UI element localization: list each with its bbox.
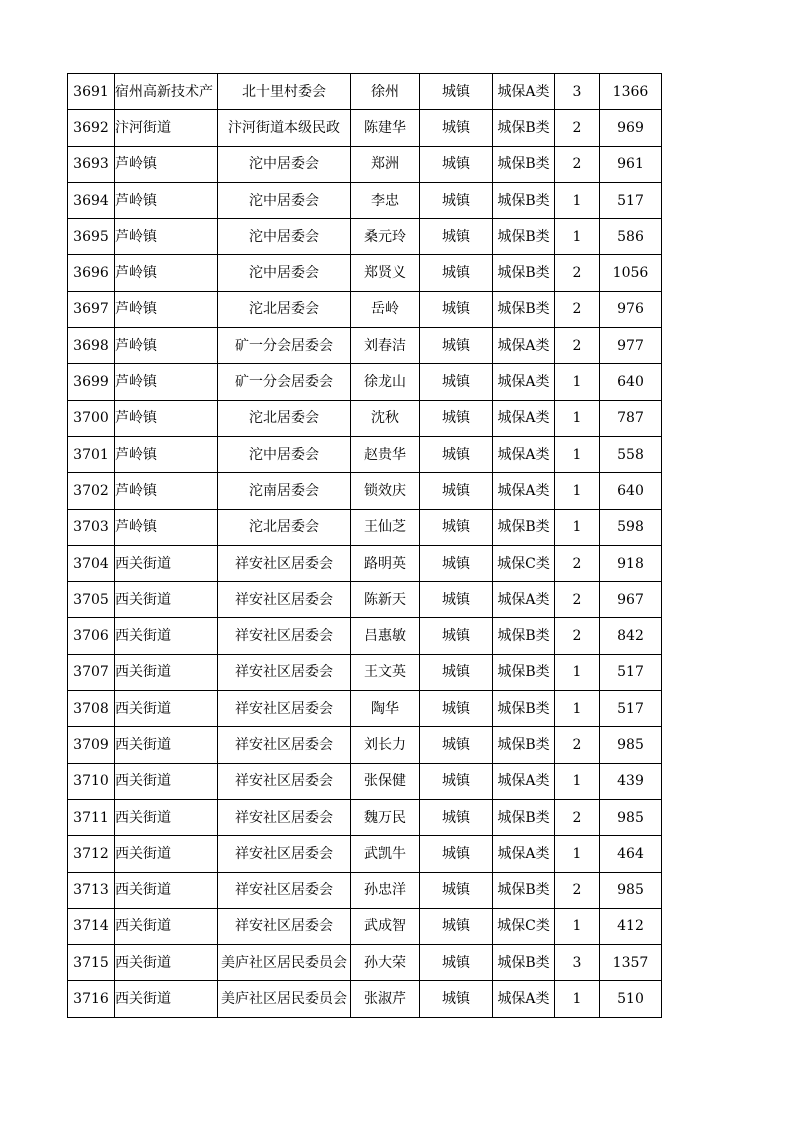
insurance-class-cell: 城保B类 bbox=[493, 691, 555, 727]
table-row bbox=[68, 364, 662, 400]
name-cell: 路明英 bbox=[351, 545, 420, 581]
amount-cell: 977 bbox=[600, 328, 662, 364]
row-number-cell: 3711 bbox=[68, 799, 115, 835]
insurance-class-cell: 城保B类 bbox=[493, 727, 555, 763]
row-number-cell: 3703 bbox=[68, 509, 115, 545]
town-cell: 西关街道 bbox=[115, 836, 218, 872]
row-number-cell: 3692 bbox=[68, 110, 115, 146]
area-type-cell: 城镇 bbox=[420, 509, 493, 545]
household-count-cell: 1 bbox=[555, 364, 600, 400]
area-type-cell: 城镇 bbox=[420, 945, 493, 981]
row-number-cell: 3707 bbox=[68, 654, 115, 690]
row-number-cell: 3706 bbox=[68, 618, 115, 654]
amount-cell: 464 bbox=[600, 836, 662, 872]
town-cell: 芦岭镇 bbox=[115, 219, 218, 255]
insurance-class-cell: 城保C类 bbox=[493, 545, 555, 581]
table-row bbox=[68, 473, 662, 509]
name-cell: 锁效庆 bbox=[351, 473, 420, 509]
household-count-cell: 2 bbox=[555, 291, 600, 327]
row-number-cell: 3708 bbox=[68, 691, 115, 727]
insurance-class-cell: 城保A类 bbox=[493, 582, 555, 618]
amount-cell: 1056 bbox=[600, 255, 662, 291]
row-number-cell: 3714 bbox=[68, 908, 115, 944]
household-count-cell: 1 bbox=[555, 400, 600, 436]
town-cell: 西关街道 bbox=[115, 618, 218, 654]
household-count-cell: 1 bbox=[555, 763, 600, 799]
area-type-cell: 城镇 bbox=[420, 110, 493, 146]
amount-cell: 517 bbox=[600, 691, 662, 727]
name-cell: 王仙芝 bbox=[351, 509, 420, 545]
household-count-cell: 2 bbox=[555, 618, 600, 654]
household-count-cell: 2 bbox=[555, 582, 600, 618]
insurance-class-cell: 城保A类 bbox=[493, 981, 555, 1017]
name-cell: 魏万民 bbox=[351, 799, 420, 835]
row-number-cell: 3695 bbox=[68, 219, 115, 255]
area-type-cell: 城镇 bbox=[420, 981, 493, 1017]
table-row bbox=[68, 836, 662, 872]
amount-cell: 517 bbox=[600, 182, 662, 218]
row-number-cell: 3693 bbox=[68, 146, 115, 182]
area-type-cell: 城镇 bbox=[420, 763, 493, 799]
amount-cell: 640 bbox=[600, 473, 662, 509]
insurance-class-cell: 城保B类 bbox=[493, 509, 555, 545]
row-number-cell: 3710 bbox=[68, 763, 115, 799]
committee-cell: 沱南居委会 bbox=[218, 473, 351, 509]
area-type-cell: 城镇 bbox=[420, 908, 493, 944]
table-row bbox=[68, 799, 662, 835]
table-row bbox=[68, 328, 662, 364]
area-type-cell: 城镇 bbox=[420, 400, 493, 436]
table-row bbox=[68, 400, 662, 436]
row-number-cell: 3698 bbox=[68, 328, 115, 364]
household-count-cell: 1 bbox=[555, 219, 600, 255]
insurance-class-cell: 城保A类 bbox=[493, 400, 555, 436]
area-type-cell: 城镇 bbox=[420, 182, 493, 218]
table-row bbox=[68, 291, 662, 327]
name-cell: 孙忠洋 bbox=[351, 872, 420, 908]
insurance-class-cell: 城保A类 bbox=[493, 328, 555, 364]
area-type-cell: 城镇 bbox=[420, 436, 493, 472]
area-type-cell: 城镇 bbox=[420, 255, 493, 291]
committee-cell: 祥安社区居委会 bbox=[218, 545, 351, 581]
name-cell: 岳岭 bbox=[351, 291, 420, 327]
row-number-cell: 3712 bbox=[68, 836, 115, 872]
household-count-cell: 1 bbox=[555, 473, 600, 509]
amount-cell: 918 bbox=[600, 545, 662, 581]
insurance-class-cell: 城保B类 bbox=[493, 255, 555, 291]
area-type-cell: 城镇 bbox=[420, 291, 493, 327]
committee-cell: 沱北居委会 bbox=[218, 400, 351, 436]
amount-cell: 961 bbox=[600, 146, 662, 182]
area-type-cell: 城镇 bbox=[420, 219, 493, 255]
household-count-cell: 1 bbox=[555, 981, 600, 1017]
town-cell: 芦岭镇 bbox=[115, 182, 218, 218]
committee-cell: 沱北居委会 bbox=[218, 509, 351, 545]
table-row bbox=[68, 945, 662, 981]
town-cell: 芦岭镇 bbox=[115, 364, 218, 400]
table-row bbox=[68, 763, 662, 799]
amount-cell: 517 bbox=[600, 654, 662, 690]
household-count-cell: 2 bbox=[555, 110, 600, 146]
amount-cell: 842 bbox=[600, 618, 662, 654]
town-cell: 芦岭镇 bbox=[115, 291, 218, 327]
table-row bbox=[68, 255, 662, 291]
name-cell: 陈建华 bbox=[351, 110, 420, 146]
insurance-class-cell: 城保B类 bbox=[493, 182, 555, 218]
insurance-class-cell: 城保B类 bbox=[493, 872, 555, 908]
table-row bbox=[68, 509, 662, 545]
row-number-cell: 3694 bbox=[68, 182, 115, 218]
town-cell: 西关街道 bbox=[115, 727, 218, 763]
area-type-cell: 城镇 bbox=[420, 473, 493, 509]
household-count-cell: 1 bbox=[555, 182, 600, 218]
row-number-cell: 3697 bbox=[68, 291, 115, 327]
amount-cell: 787 bbox=[600, 400, 662, 436]
committee-cell: 美庐社区居民委员会 bbox=[218, 945, 351, 981]
name-cell: 吕惠敏 bbox=[351, 618, 420, 654]
row-number-cell: 3701 bbox=[68, 436, 115, 472]
household-count-cell: 1 bbox=[555, 654, 600, 690]
committee-cell: 祥安社区居委会 bbox=[218, 654, 351, 690]
town-cell: 西关街道 bbox=[115, 872, 218, 908]
amount-cell: 510 bbox=[600, 981, 662, 1017]
name-cell: 李忠 bbox=[351, 182, 420, 218]
committee-cell: 沱中居委会 bbox=[218, 182, 351, 218]
amount-cell: 412 bbox=[600, 908, 662, 944]
household-count-cell: 1 bbox=[555, 691, 600, 727]
table-row bbox=[68, 582, 662, 618]
table-row bbox=[68, 618, 662, 654]
amount-cell: 1366 bbox=[600, 74, 662, 110]
area-type-cell: 城镇 bbox=[420, 364, 493, 400]
insurance-class-cell: 城保B类 bbox=[493, 799, 555, 835]
area-type-cell: 城镇 bbox=[420, 872, 493, 908]
name-cell: 沈秋 bbox=[351, 400, 420, 436]
table-row bbox=[68, 182, 662, 218]
area-type-cell: 城镇 bbox=[420, 691, 493, 727]
name-cell: 刘长力 bbox=[351, 727, 420, 763]
insurance-class-cell: 城保B类 bbox=[493, 618, 555, 654]
household-count-cell: 1 bbox=[555, 908, 600, 944]
name-cell: 王文英 bbox=[351, 654, 420, 690]
committee-cell: 祥安社区居委会 bbox=[218, 582, 351, 618]
insurance-class-cell: 城保B类 bbox=[493, 291, 555, 327]
name-cell: 武凯牛 bbox=[351, 836, 420, 872]
committee-cell: 沱中居委会 bbox=[218, 436, 351, 472]
table-row bbox=[68, 74, 662, 110]
row-number-cell: 3715 bbox=[68, 945, 115, 981]
town-cell: 芦岭镇 bbox=[115, 473, 218, 509]
amount-cell: 439 bbox=[600, 763, 662, 799]
committee-cell: 祥安社区居委会 bbox=[218, 908, 351, 944]
name-cell: 孙大荣 bbox=[351, 945, 420, 981]
amount-cell: 969 bbox=[600, 110, 662, 146]
town-cell: 西关街道 bbox=[115, 908, 218, 944]
town-cell: 西关街道 bbox=[115, 654, 218, 690]
committee-cell: 沱中居委会 bbox=[218, 219, 351, 255]
committee-cell: 矿一分会居委会 bbox=[218, 328, 351, 364]
household-count-cell: 2 bbox=[555, 799, 600, 835]
household-count-cell: 3 bbox=[555, 945, 600, 981]
row-number-cell: 3716 bbox=[68, 981, 115, 1017]
area-type-cell: 城镇 bbox=[420, 545, 493, 581]
area-type-cell: 城镇 bbox=[420, 799, 493, 835]
amount-cell: 985 bbox=[600, 872, 662, 908]
table-row bbox=[68, 146, 662, 182]
name-cell: 郑贤义 bbox=[351, 255, 420, 291]
name-cell: 刘春洁 bbox=[351, 328, 420, 364]
town-cell: 西关街道 bbox=[115, 545, 218, 581]
table-row bbox=[68, 691, 662, 727]
household-count-cell: 2 bbox=[555, 872, 600, 908]
area-type-cell: 城镇 bbox=[420, 74, 493, 110]
row-number-cell: 3705 bbox=[68, 582, 115, 618]
town-cell: 汴河街道 bbox=[115, 110, 218, 146]
committee-cell: 祥安社区居委会 bbox=[218, 872, 351, 908]
row-number-cell: 3691 bbox=[68, 74, 115, 110]
table-row bbox=[68, 872, 662, 908]
name-cell: 赵贵华 bbox=[351, 436, 420, 472]
area-type-cell: 城镇 bbox=[420, 328, 493, 364]
area-type-cell: 城镇 bbox=[420, 618, 493, 654]
amount-cell: 586 bbox=[600, 219, 662, 255]
town-cell: 芦岭镇 bbox=[115, 328, 218, 364]
household-count-cell: 1 bbox=[555, 509, 600, 545]
insurance-class-cell: 城保B类 bbox=[493, 945, 555, 981]
table-row bbox=[68, 981, 662, 1017]
name-cell: 陈新天 bbox=[351, 582, 420, 618]
town-cell: 宿州高新技术产 bbox=[115, 74, 218, 110]
insurance-class-cell: 城保A类 bbox=[493, 364, 555, 400]
name-cell: 郑洲 bbox=[351, 146, 420, 182]
row-number-cell: 3704 bbox=[68, 545, 115, 581]
name-cell: 徐州 bbox=[351, 74, 420, 110]
household-count-cell: 1 bbox=[555, 436, 600, 472]
town-cell: 芦岭镇 bbox=[115, 255, 218, 291]
town-cell: 芦岭镇 bbox=[115, 146, 218, 182]
table-body bbox=[68, 74, 662, 1018]
committee-cell: 矿一分会居委会 bbox=[218, 364, 351, 400]
row-number-cell: 3713 bbox=[68, 872, 115, 908]
row-number-cell: 3699 bbox=[68, 364, 115, 400]
committee-cell: 祥安社区居委会 bbox=[218, 799, 351, 835]
area-type-cell: 城镇 bbox=[420, 582, 493, 618]
household-count-cell: 1 bbox=[555, 836, 600, 872]
insurance-class-cell: 城保B类 bbox=[493, 654, 555, 690]
committee-cell: 祥安社区居委会 bbox=[218, 691, 351, 727]
insurance-class-cell: 城保B类 bbox=[493, 219, 555, 255]
table-row bbox=[68, 727, 662, 763]
insurance-class-cell: 城保A类 bbox=[493, 473, 555, 509]
name-cell: 武成智 bbox=[351, 908, 420, 944]
committee-cell: 祥安社区居委会 bbox=[218, 763, 351, 799]
area-type-cell: 城镇 bbox=[420, 836, 493, 872]
area-type-cell: 城镇 bbox=[420, 146, 493, 182]
insurance-class-cell: 城保A类 bbox=[493, 763, 555, 799]
amount-cell: 985 bbox=[600, 799, 662, 835]
household-count-cell: 2 bbox=[555, 255, 600, 291]
name-cell: 陶华 bbox=[351, 691, 420, 727]
row-number-cell: 3702 bbox=[68, 473, 115, 509]
row-number-cell: 3709 bbox=[68, 727, 115, 763]
row-number-cell: 3700 bbox=[68, 400, 115, 436]
insurance-class-cell: 城保A类 bbox=[493, 836, 555, 872]
household-count-cell: 2 bbox=[555, 727, 600, 763]
household-count-cell: 3 bbox=[555, 74, 600, 110]
table-row bbox=[68, 436, 662, 472]
committee-cell: 汴河街道本级民政 bbox=[218, 110, 351, 146]
amount-cell: 967 bbox=[600, 582, 662, 618]
insurance-class-cell: 城保C类 bbox=[493, 908, 555, 944]
name-cell: 徐龙山 bbox=[351, 364, 420, 400]
insurance-class-cell: 城保B类 bbox=[493, 146, 555, 182]
household-count-cell: 2 bbox=[555, 328, 600, 364]
amount-cell: 640 bbox=[600, 364, 662, 400]
area-type-cell: 城镇 bbox=[420, 727, 493, 763]
table-row bbox=[68, 110, 662, 146]
area-type-cell: 城镇 bbox=[420, 654, 493, 690]
table-row bbox=[68, 908, 662, 944]
amount-cell: 598 bbox=[600, 509, 662, 545]
insurance-class-cell: 城保A类 bbox=[493, 436, 555, 472]
household-count-cell: 2 bbox=[555, 545, 600, 581]
amount-cell: 1357 bbox=[600, 945, 662, 981]
committee-cell: 祥安社区居委会 bbox=[218, 618, 351, 654]
town-cell: 西关街道 bbox=[115, 691, 218, 727]
household-count-cell: 2 bbox=[555, 146, 600, 182]
town-cell: 西关街道 bbox=[115, 763, 218, 799]
committee-cell: 祥安社区居委会 bbox=[218, 727, 351, 763]
town-cell: 西关街道 bbox=[115, 945, 218, 981]
town-cell: 芦岭镇 bbox=[115, 400, 218, 436]
town-cell: 西关街道 bbox=[115, 582, 218, 618]
committee-cell: 祥安社区居委会 bbox=[218, 836, 351, 872]
table-row bbox=[68, 219, 662, 255]
committee-cell: 美庐社区居民委员会 bbox=[218, 981, 351, 1017]
insurance-class-cell: 城保A类 bbox=[493, 74, 555, 110]
amount-cell: 985 bbox=[600, 727, 662, 763]
insurance-class-cell: 城保B类 bbox=[493, 110, 555, 146]
committee-cell: 沱北居委会 bbox=[218, 291, 351, 327]
committee-cell: 北十里村委会 bbox=[218, 74, 351, 110]
committee-cell: 沱中居委会 bbox=[218, 146, 351, 182]
name-cell: 桑元玲 bbox=[351, 219, 420, 255]
table-row bbox=[68, 545, 662, 581]
row-number-cell: 3696 bbox=[68, 255, 115, 291]
committee-cell: 沱中居委会 bbox=[218, 255, 351, 291]
name-cell: 张淑芹 bbox=[351, 981, 420, 1017]
town-cell: 西关街道 bbox=[115, 981, 218, 1017]
town-cell: 芦岭镇 bbox=[115, 436, 218, 472]
town-cell: 西关街道 bbox=[115, 799, 218, 835]
table-row bbox=[68, 654, 662, 690]
relief-roster-table bbox=[67, 73, 662, 1018]
name-cell: 张保健 bbox=[351, 763, 420, 799]
amount-cell: 976 bbox=[600, 291, 662, 327]
amount-cell: 558 bbox=[600, 436, 662, 472]
town-cell: 芦岭镇 bbox=[115, 509, 218, 545]
